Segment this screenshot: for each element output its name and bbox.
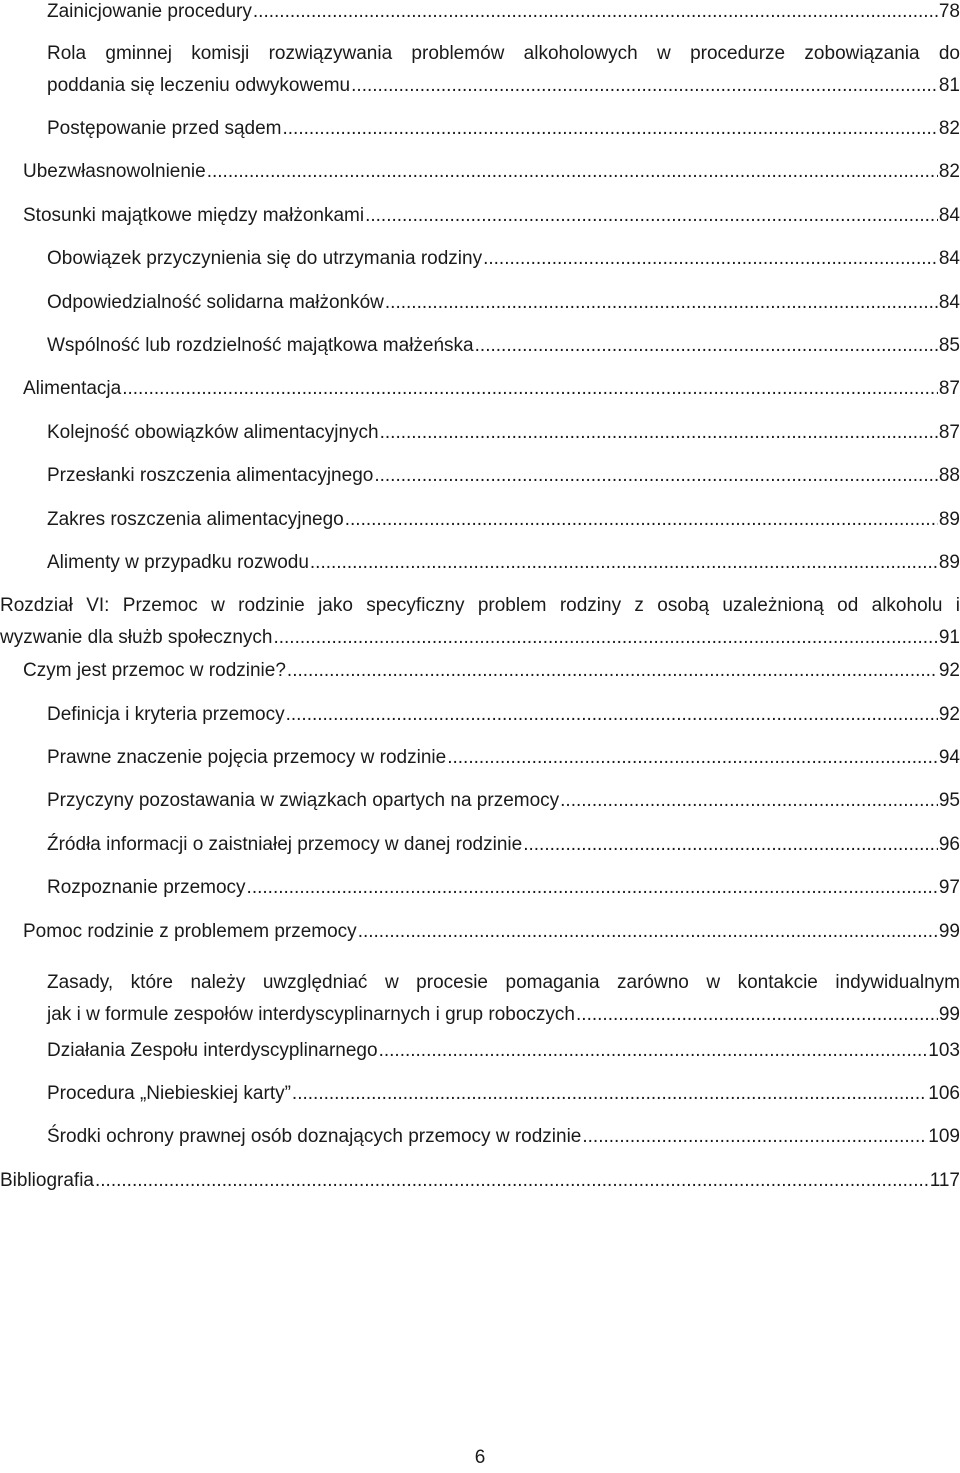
dot-leader bbox=[447, 742, 938, 774]
dot-leader bbox=[379, 1035, 928, 1067]
toc-entry-page: 82 bbox=[938, 118, 960, 139]
toc-entry-title: Stosunki majątkowe między małżonkami bbox=[23, 205, 365, 226]
toc-entry-page: 92 bbox=[938, 660, 960, 681]
toc-entry[interactable] bbox=[47, 243, 960, 275]
dot-leader bbox=[475, 330, 938, 362]
toc-entry-page: 88 bbox=[938, 465, 960, 486]
toc-entry[interactable] bbox=[23, 655, 960, 687]
toc-entry-bibliography[interactable] bbox=[0, 1165, 960, 1197]
toc-entry-title: Przyczyny pozostawania w związkach opartych na przemocy bbox=[47, 790, 560, 811]
toc-entry-title: Działania Zespołu interdyscyplinarnego bbox=[47, 1040, 378, 1061]
toc-entry-page: 106 bbox=[928, 1083, 960, 1104]
toc-entry-page: 117 bbox=[929, 1170, 960, 1191]
toc-entry-page: 103 bbox=[928, 1040, 960, 1061]
toc-entry-title: Źródła informacji o zaistniałej przemocy w danej rodzinie bbox=[47, 834, 523, 855]
dot-leader bbox=[576, 999, 938, 1031]
toc-entry-page: 84 bbox=[938, 292, 960, 313]
dot-leader bbox=[273, 622, 937, 654]
dot-leader bbox=[365, 200, 938, 232]
dot-leader bbox=[122, 373, 938, 405]
toc-entry[interactable] bbox=[47, 460, 960, 492]
dot-leader bbox=[560, 785, 938, 817]
dot-leader bbox=[523, 829, 938, 861]
toc-entry[interactable] bbox=[47, 38, 960, 102]
toc-entry-title: Definicja i kryteria przemocy bbox=[47, 704, 285, 725]
toc-entry[interactable] bbox=[47, 742, 960, 774]
dot-leader bbox=[582, 1121, 927, 1153]
dot-leader bbox=[95, 1165, 929, 1197]
toc-entry-title-line1: Rozdział VI: Przemoc w rodzinie jako specyficzny problem rodziny z osobą uzależnioną od alkoholu i bbox=[0, 595, 960, 616]
toc-entry-page: 84 bbox=[938, 205, 960, 226]
page-number: 6 bbox=[474, 1447, 486, 1468]
toc-entry[interactable] bbox=[47, 967, 960, 1031]
dot-leader bbox=[380, 417, 938, 449]
toc-entry[interactable] bbox=[47, 1121, 960, 1153]
toc-entry-title: Procedura „Niebieskiej karty” bbox=[47, 1083, 291, 1104]
toc-entry[interactable] bbox=[47, 872, 960, 904]
toc-entry-page: 87 bbox=[938, 422, 960, 443]
toc-entry[interactable] bbox=[47, 699, 960, 731]
toc-entry-title: Przesłanki roszczenia alimentacyjnego bbox=[47, 465, 374, 486]
toc-entry-page: 92 bbox=[938, 704, 960, 725]
toc-entry[interactable] bbox=[47, 785, 960, 817]
toc-entry-title: poddania się leczeniu odwykowemu bbox=[47, 75, 351, 96]
toc-entry-title: Zakres roszczenia alimentacyjnego bbox=[47, 509, 344, 530]
toc-entry-page: 94 bbox=[938, 747, 960, 768]
toc-entry-title: Czym jest przemoc w rodzinie? bbox=[23, 660, 286, 681]
toc-entry-title-line1: Rola gminnej komisji rozwiązywania problemów alkoholowych w procedurze zobowiązania do bbox=[47, 43, 960, 64]
toc-entry-title: Pomoc rodzinie z problemem przemocy bbox=[23, 921, 357, 942]
toc-entry-title: Rozpoznanie przemocy bbox=[47, 877, 246, 898]
toc-entry-page: 99 bbox=[938, 1004, 960, 1025]
toc-entry[interactable] bbox=[47, 547, 960, 579]
dot-leader bbox=[247, 872, 938, 904]
toc-entry[interactable] bbox=[47, 1035, 960, 1067]
toc-entry-page: 109 bbox=[928, 1126, 960, 1147]
toc-entry[interactable] bbox=[47, 829, 960, 861]
toc-entry-page: 89 bbox=[938, 552, 960, 573]
dot-leader bbox=[483, 243, 938, 275]
toc-entry[interactable] bbox=[47, 417, 960, 449]
toc-entry-title: jak i w formule zespołów interdyscyplinarnych i grup roboczych bbox=[47, 1004, 576, 1025]
toc-entry[interactable] bbox=[47, 1078, 960, 1110]
toc-entry-page: 95 bbox=[938, 790, 960, 811]
dot-leader bbox=[345, 504, 938, 536]
dot-leader bbox=[287, 655, 938, 687]
toc-entry[interactable] bbox=[47, 0, 960, 28]
toc-entry[interactable] bbox=[23, 200, 960, 232]
toc-entry-page: 89 bbox=[938, 509, 960, 530]
toc-entry-title: Postępowanie przed sądem bbox=[47, 118, 282, 139]
toc-entry-title: Prawne znaczenie pojęcia przemocy w rodzinie bbox=[47, 747, 447, 768]
toc-entry-chapter[interactable] bbox=[0, 590, 960, 654]
toc-entry-title: Alimenty w przypadku rozwodu bbox=[47, 552, 309, 573]
toc-entry-page: 99 bbox=[938, 921, 960, 942]
toc-entry-title: Bibliografia bbox=[0, 1170, 94, 1191]
toc-entry[interactable] bbox=[47, 113, 960, 145]
toc-entry-title: Ubezwłasnowolnienie bbox=[23, 161, 206, 182]
toc-entry-page: 84 bbox=[938, 248, 960, 269]
toc-entry-page: 96 bbox=[938, 834, 960, 855]
dot-leader bbox=[374, 460, 938, 492]
dot-leader bbox=[282, 113, 937, 145]
toc-entry-title: Odpowiedzialność solidarna małżonków bbox=[47, 292, 384, 313]
dot-leader bbox=[310, 547, 938, 579]
toc-entry-page: 78 bbox=[938, 1, 960, 22]
toc-entry-title: Zainicjowanie procedury bbox=[47, 1, 252, 22]
toc-entry-title: Wspólność lub rozdzielność majątkowa małżeńska bbox=[47, 335, 474, 356]
dot-leader bbox=[351, 70, 938, 102]
toc-entry-title: Obowiązek przyczynienia się do utrzymania rodziny bbox=[47, 248, 483, 269]
toc-entry-page: 97 bbox=[938, 877, 960, 898]
toc-entry-page: 85 bbox=[938, 335, 960, 356]
toc-entry-title-line1: Zasady, które należy uwzględniać w procesie pomagania zarówno w kontakcie indywidualnym bbox=[47, 972, 960, 993]
toc-entry[interactable] bbox=[23, 156, 960, 188]
toc-entry-title: Środki ochrony prawnej osób doznających przemocy w rodzinie bbox=[47, 1126, 582, 1147]
dot-leader bbox=[207, 156, 938, 188]
toc-entry-title: Alimentacja bbox=[23, 378, 122, 399]
toc-entry[interactable] bbox=[47, 287, 960, 319]
toc-entry-page: 87 bbox=[938, 378, 960, 399]
dot-leader bbox=[385, 287, 938, 319]
toc-entry-title: wyzwanie dla służb społecznych bbox=[0, 627, 273, 648]
dot-leader bbox=[286, 699, 938, 731]
toc-entry-title: Kolejność obowiązków alimentacyjnych bbox=[47, 422, 379, 443]
toc-entry-page: 82 bbox=[938, 161, 960, 182]
toc-entry-page: 81 bbox=[938, 75, 960, 96]
toc-entry-page: 91 bbox=[938, 627, 960, 648]
toc-entry[interactable] bbox=[47, 504, 960, 536]
toc-entry[interactable] bbox=[23, 916, 960, 948]
toc-entry[interactable] bbox=[23, 373, 960, 405]
dot-leader bbox=[253, 0, 938, 28]
toc-entry[interactable] bbox=[47, 330, 960, 362]
dot-leader bbox=[358, 916, 938, 948]
dot-leader bbox=[292, 1078, 927, 1110]
